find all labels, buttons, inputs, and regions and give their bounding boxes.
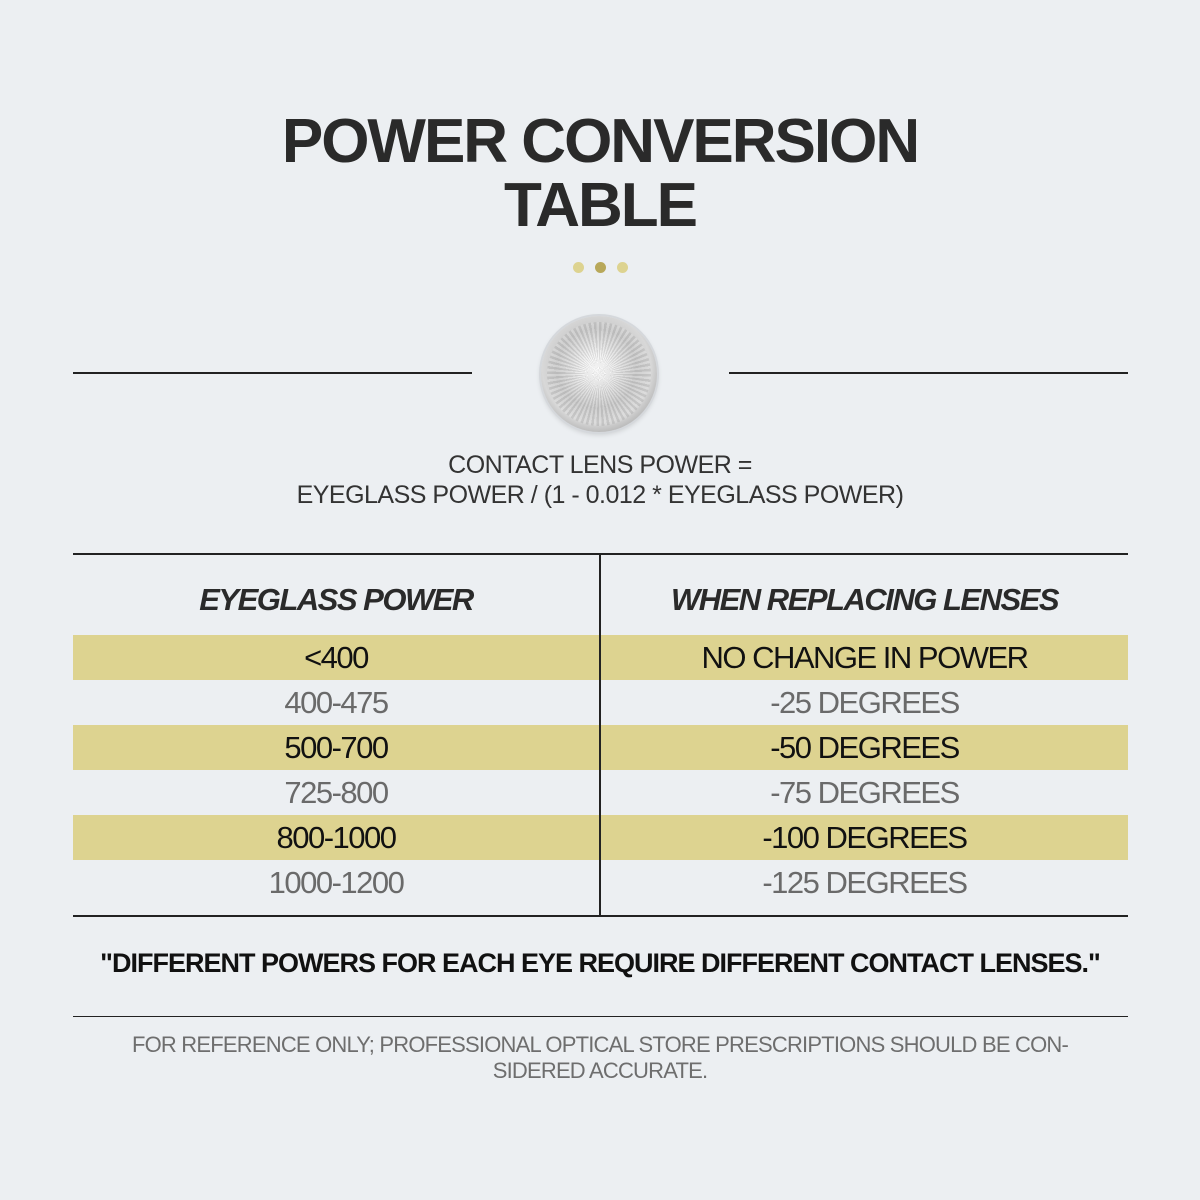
replacement-cell: -50 DEGREES	[601, 725, 1128, 770]
header-eyeglass-power: EYEGLASS POWER	[199, 582, 473, 617]
disclaimer	[78, 1032, 1122, 1084]
page-title-line-2: TABLE	[503, 171, 697, 240]
decorative-dots	[0, 262, 1200, 273]
eye-note: "DIFFERENT POWERS FOR EACH EYE REQUIRE DIFFERENT CONTACT LENSES."	[100, 948, 1100, 978]
replacement-cell: -75 DEGREES	[770, 775, 959, 810]
replacement-cell: -25 DEGREES	[770, 685, 959, 720]
replacement-cell: -125 DEGREES	[762, 865, 967, 900]
page-title	[0, 107, 1200, 240]
dot-icon	[573, 262, 584, 273]
eyeglass-power-cell: 725-800	[284, 775, 388, 810]
eyeglass-power-cell: 400-475	[284, 685, 388, 720]
divider-left	[73, 372, 472, 374]
formula-line-1: CONTACT LENS POWER =	[448, 451, 752, 479]
formula-line-2: EYEGLASS POWER / (1 - 0.012 * EYEGLASS POWER)	[296, 481, 904, 509]
replacement-cell: NO CHANGE IN POWER	[601, 635, 1128, 680]
eyeglass-power-cell: 800-1000	[73, 815, 599, 860]
disclaimer-line-2: SIDERED ACCURATE.	[492, 1058, 708, 1083]
lens-pattern	[547, 322, 651, 426]
page-title-line-1: POWER CONVERSION	[281, 107, 919, 176]
dot-icon	[617, 262, 628, 273]
contact-lens-icon	[541, 316, 657, 432]
divider-right	[729, 372, 1128, 374]
replacement-cell: -100 DEGREES	[601, 815, 1128, 860]
column-divider	[599, 555, 601, 915]
dot-icon	[595, 262, 606, 273]
header-when-replacing: WHEN REPLACING LENSES	[670, 582, 1059, 617]
conversion-table	[73, 553, 1128, 917]
eyeglass-power-cell: 500-700	[73, 725, 599, 770]
eyeglass-power-cell: <400	[73, 635, 599, 680]
footer-divider	[73, 1016, 1128, 1017]
eyeglass-power-cell: 1000-1200	[268, 865, 404, 900]
disclaimer-line-1: FOR REFERENCE ONLY; PROFESSIONAL OPTICAL STORE PRESCRIPTIONS SHOULD BE CON-	[131, 1032, 1069, 1057]
